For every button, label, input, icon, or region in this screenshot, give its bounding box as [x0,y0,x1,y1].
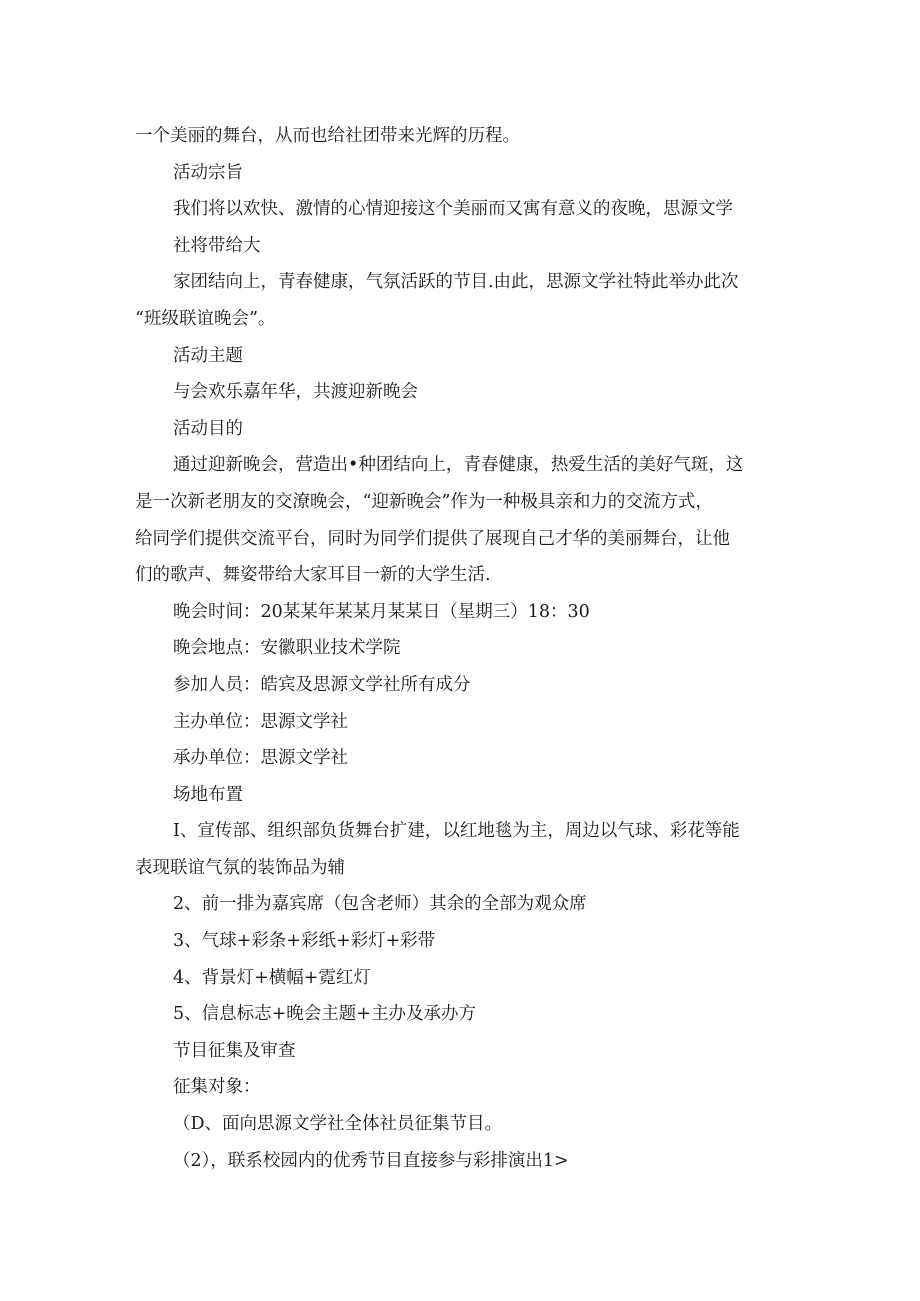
paragraph-line: 是一次新老朋友的交潦晚会，“迎新晚会”作为一种极具亲和力的交流方式， [135,491,713,512]
list-item: 4、背景灯+横幅+霓红灯 [173,967,371,988]
section-heading-goal: 活动目的 [173,418,243,439]
list-item-continuation: 表现联谊气氛的装饰品为辅 [135,857,345,878]
section-heading-venue: 场地布置 [173,784,243,805]
list-item: I、宣传部、组织部负货舞台扩建，以红地毯为主，周边以气球、彩花等能 [173,821,740,842]
paragraph-line: 社将带给大 [173,235,261,256]
paragraph-line: 与会欢乐嘉年华，共渡迎新晚会 [173,382,418,403]
section-heading-programs: 节目征集及审查 [173,1040,296,1061]
section-heading-theme: 活动主题 [173,345,243,366]
list-item: （2），联系校园内的优秀节目直接参与彩排演出1> [173,1150,569,1171]
paragraph-line: 我们将以欢快、激情的心情迎接这个美丽而又寓有意义的夜晚，思源文学 [173,199,733,220]
event-time: 晚会时间：20某某年某某月某某日（星期三）18：30 [173,601,590,622]
list-item: 5、信息标志+晚会主题+主办及承办方 [173,1004,476,1025]
paragraph-line: “班级联谊晚会”。 [135,308,276,329]
paragraph-continuation: 一个美丽的舞台，从而也给社团带来光辉的历程。 [135,126,520,146]
paragraph-line: 给同学们提供交流平台，同时为同学们提供了展现自己才华的美丽舞台，让他 [135,528,730,549]
list-item: 3、气球+彩条+彩纸+彩灯+彩带 [173,931,436,952]
paragraph-line: 通过迎新晚会，营造出•种团结向上，青春健康，热爱生活的美好气斑，这 [173,455,744,476]
list-item: 2、前一排为嘉宾席（包含老师）其余的全部为观众席 [173,894,587,915]
document-body [135,118,785,1179]
event-participants: 参加人员：皓宾及思源文学社所有成分 [173,674,471,695]
paragraph-line: 们的歌声、舞姿带给大家耳目一新的大学生活. [135,565,491,586]
list-item: （D、面向思源文学社全体社员征集节目。 [173,1114,503,1135]
event-host: 承办单位：思源文学社 [173,748,348,769]
paragraph-line: 家团结向上，青春健康，气氛活跃的节目.由此，思源文学社特此举办此次 [173,272,739,293]
sub-heading-targets: 征集对象： [173,1077,261,1098]
event-organizer: 主办单位：思源文学社 [173,711,348,732]
event-location: 晚会地点：安徽职业技术学院 [173,638,401,659]
section-heading-purpose: 活动宗旨 [173,162,243,183]
